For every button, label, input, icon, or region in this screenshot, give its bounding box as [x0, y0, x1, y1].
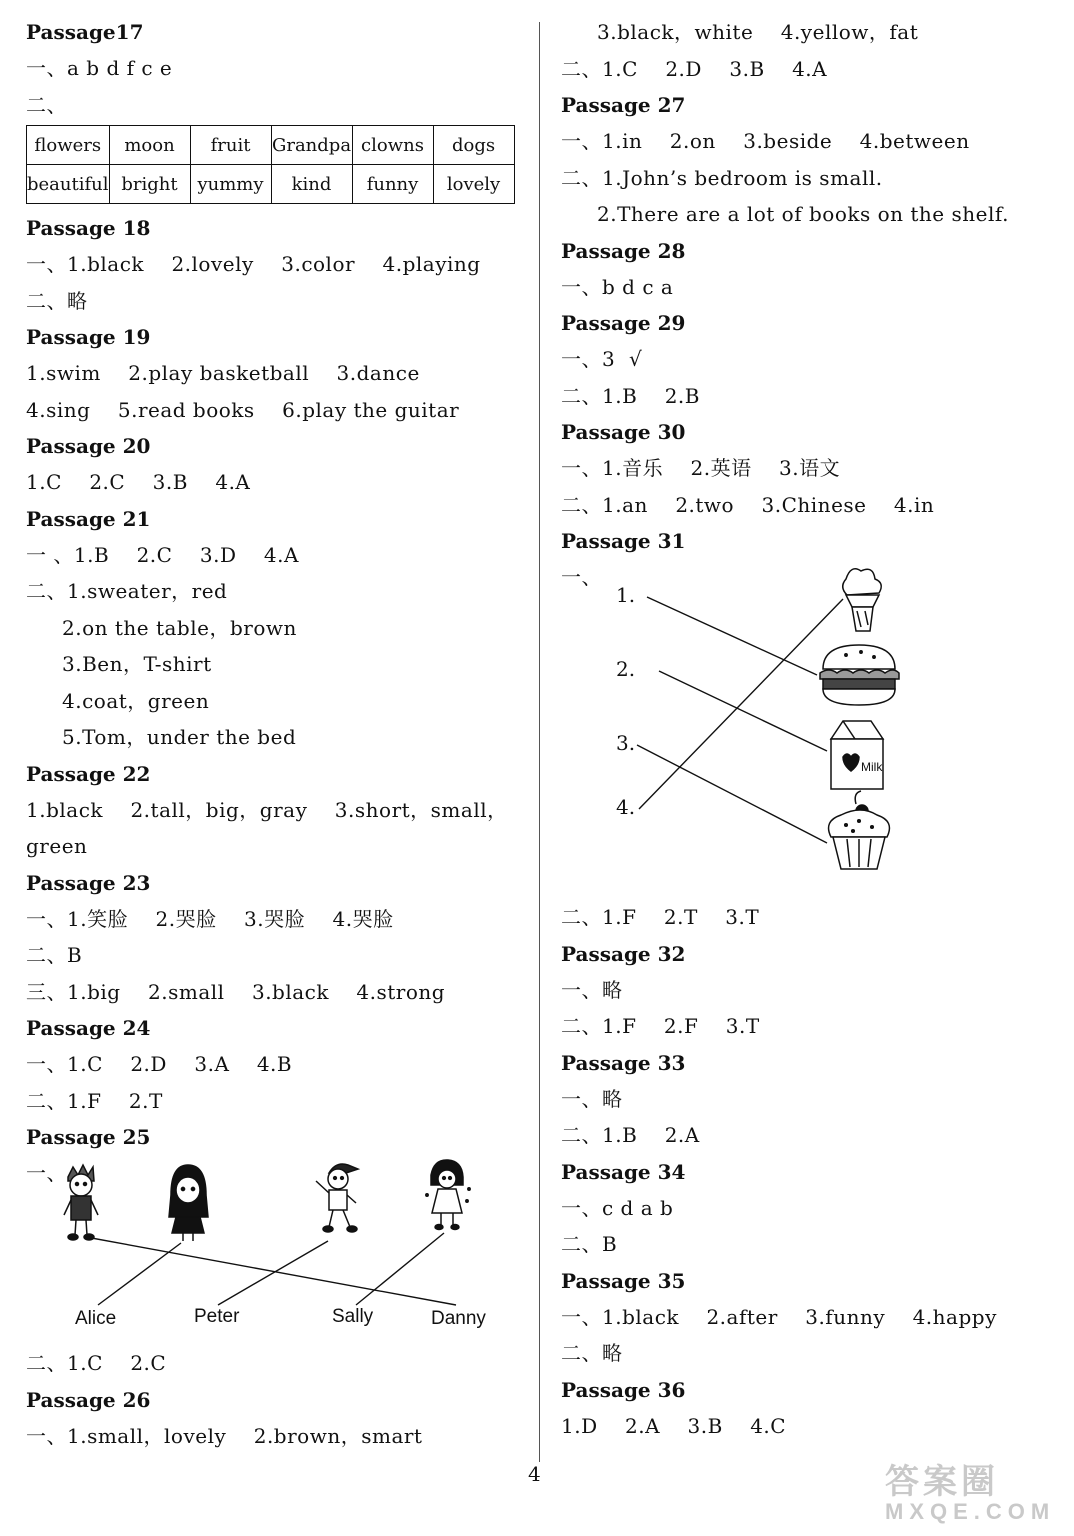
p34-answer-2: 二、B	[561, 1232, 618, 1256]
p22-answer-2: green	[26, 834, 88, 858]
p17-answer-table	[26, 125, 515, 204]
match-line	[659, 671, 827, 751]
p23-answer-3: 三、1.big 2.small 3.black 4.strong	[26, 979, 446, 1004]
p25-matching-figure	[26, 1155, 526, 1345]
table-row	[27, 165, 515, 204]
ice-cream-icon	[843, 569, 882, 631]
passage-19-title: Passage 19	[26, 325, 151, 349]
p36-answer-1: 1.D 2.A 3.B 4.C	[561, 1413, 787, 1438]
p18-answer-1: 一、1.black 2.lovely 3.color 4.playing	[26, 252, 481, 276]
table-cell: beautiful	[27, 165, 110, 204]
match-line	[86, 1237, 456, 1305]
passage-24-title: Passage 24	[26, 1016, 151, 1040]
p23-answer-1: 一、1.笑脸 2.哭脸 3.哭脸 4.哭脸	[26, 906, 394, 931]
table-cell: lovely	[433, 165, 514, 204]
passage-21-title: Passage 21	[26, 506, 151, 531]
cap-boy-figure-icon	[316, 1164, 358, 1232]
girl-figure-icon	[169, 1165, 208, 1241]
p31-num-1: 1.	[616, 583, 636, 607]
p25-match-lines	[86, 1233, 456, 1305]
cupcake-icon	[829, 791, 890, 869]
match-line	[637, 745, 827, 843]
passage-18-title: Passage 18	[26, 216, 151, 240]
p31-food-drawing	[561, 559, 981, 899]
p24-answer-2: 二、1.F 2.T	[26, 1088, 163, 1113]
table-cell: bright	[109, 165, 190, 204]
p31-answer-2: 二、1.F 2.T 3.T	[561, 905, 760, 929]
passage-36-title: Passage 36	[561, 1377, 686, 1402]
table-row	[27, 126, 515, 165]
table-cell: flowers	[27, 126, 110, 165]
name-label-peter: Peter	[194, 1306, 240, 1327]
p31-matching-figure	[561, 559, 1041, 899]
watermark-url: MXQE.COM	[885, 1499, 1056, 1524]
p31-section-mark: 一、	[561, 565, 602, 589]
p27-answer-3: 2.There are a lot of books on the shelf.	[597, 202, 1009, 226]
match-line	[98, 1243, 181, 1305]
p21-answer-1: 一 、1.B 2.C 3.D 4.A	[26, 542, 299, 567]
passage-30-title: Passage 30	[561, 420, 686, 444]
watermark-logo	[885, 1465, 1055, 1523]
table-cell: fruit	[190, 126, 271, 165]
p17-answer-2: 二、	[26, 92, 67, 117]
passage-23-title: Passage 23	[26, 870, 151, 895]
boy-figure-icon	[64, 1165, 98, 1240]
p20-answer-1: 1.C 2.C 3.B 4.A	[26, 470, 251, 494]
milk-label: Milk	[861, 760, 883, 774]
column-divider	[539, 22, 540, 1462]
p21-answer-3: 2.on the table，brown	[62, 615, 297, 640]
p33-answer-2: 二、1.B 2.A	[561, 1123, 700, 1147]
p25-answer-2: 二、1.C 2.C	[26, 1351, 167, 1375]
p24-answer-1: 一、1.C 2.D 3.A 4.B	[26, 1052, 293, 1076]
passage-29-title: Passage 29	[561, 311, 686, 335]
p32-answer-2: 二、1.F 2.F 3.T	[561, 1014, 760, 1038]
p17-answer-1: 一、a b d f c e	[26, 56, 173, 80]
p21-answer-6: 5.Tom，under the bed	[62, 725, 297, 749]
table-cell: yummy	[190, 165, 271, 204]
table-cell: dogs	[433, 126, 514, 165]
p29-answer-1: 一、3 √	[561, 347, 643, 371]
p28-answer-1: 一、b d c a	[561, 274, 674, 299]
p31-match-lines	[637, 597, 843, 843]
passage-31-title: Passage 31	[561, 529, 686, 553]
passage-20-title: Passage 20	[26, 434, 151, 458]
p29-answer-2: 二、1.B 2.B	[561, 383, 700, 408]
p19-answer-2: 4.sing 5.read books 6.play the guitar	[26, 397, 460, 422]
table-cell: kind	[271, 165, 352, 204]
p23-answer-2: 二、B	[26, 943, 83, 967]
left-column	[26, 14, 526, 1454]
match-line	[218, 1241, 328, 1305]
girl-dress-figure-icon	[426, 1160, 470, 1230]
name-label-sally: Sally	[332, 1306, 374, 1327]
passage-28-title: Passage 28	[561, 238, 686, 263]
match-line	[639, 599, 843, 809]
p31-num-2: 2.	[616, 657, 636, 681]
passage-27-title: Passage 27	[561, 93, 686, 117]
table-cell: clowns	[352, 126, 433, 165]
table-cell: Grandpa	[271, 126, 352, 165]
match-line	[647, 597, 817, 675]
passage-25-title: Passage 25	[26, 1125, 151, 1149]
p21-answer-4: 3.Ben，T-shirt	[62, 652, 212, 676]
name-label-alice: Alice	[75, 1308, 117, 1329]
p33-answer-1: 一、略	[561, 1086, 623, 1111]
p21-answer-5: 4.coat，green	[62, 688, 210, 713]
p27-answer-1: 一、1.in 2.on 3.beside 4.between	[561, 129, 970, 153]
p26-answer-1: 一、1.small，lovely 2.brown，smart	[26, 1423, 423, 1448]
p26-answer-3: 二、1.C 2.D 3.B 4.A	[561, 56, 828, 81]
passage-22-title: Passage 22	[26, 761, 151, 786]
passage-17-title: Passage17	[26, 20, 144, 44]
p30-answer-1: 一、1.音乐 2.英语 3.语文	[561, 456, 841, 480]
p32-answer-1: 一、略	[561, 977, 623, 1002]
p31-num-4: 4.	[616, 795, 636, 819]
p35-answer-2: 二、略	[561, 1341, 623, 1365]
p25-section-mark: 一、	[26, 1161, 67, 1185]
p27-answer-2: 二、1.John’s bedroom is small.	[561, 165, 883, 190]
p34-answer-1: 一、c d a b	[561, 1195, 674, 1220]
passage-35-title: Passage 35	[561, 1268, 686, 1293]
milk-carton-icon	[831, 721, 883, 789]
right-column	[561, 14, 1041, 1444]
p21-answer-2: 二、1.sweater，red	[26, 579, 228, 603]
p22-answer-1: 1.black 2.tall，big，gray 3.short，small，	[26, 797, 508, 822]
passage-34-title: Passage 34	[561, 1159, 686, 1184]
table-cell: funny	[352, 165, 433, 204]
name-label-danny: Danny	[431, 1308, 486, 1329]
p26-answer-2: 3.black，white 4.yellow，fat	[597, 20, 919, 44]
hamburger-icon	[820, 645, 899, 705]
table-cell: moon	[109, 126, 190, 165]
p19-answer-1: 1.swim 2.play basketball 3.dance	[26, 361, 420, 385]
passage-33-title: Passage 33	[561, 1050, 686, 1075]
p18-answer-2: 二、略	[26, 288, 88, 313]
watermark-text: 答案圈	[885, 1463, 999, 1501]
passage-26-title: Passage 26	[26, 1387, 151, 1412]
p30-answer-2: 二、1.an 2.two 3.Chinese 4.in	[561, 492, 935, 517]
passage-32-title: Passage 32	[561, 941, 686, 966]
page-number: 4	[528, 1462, 541, 1486]
p35-answer-1: 一、1.black 2.after 3.funny 4.happy	[561, 1304, 997, 1329]
p31-num-3: 3.	[616, 731, 636, 755]
